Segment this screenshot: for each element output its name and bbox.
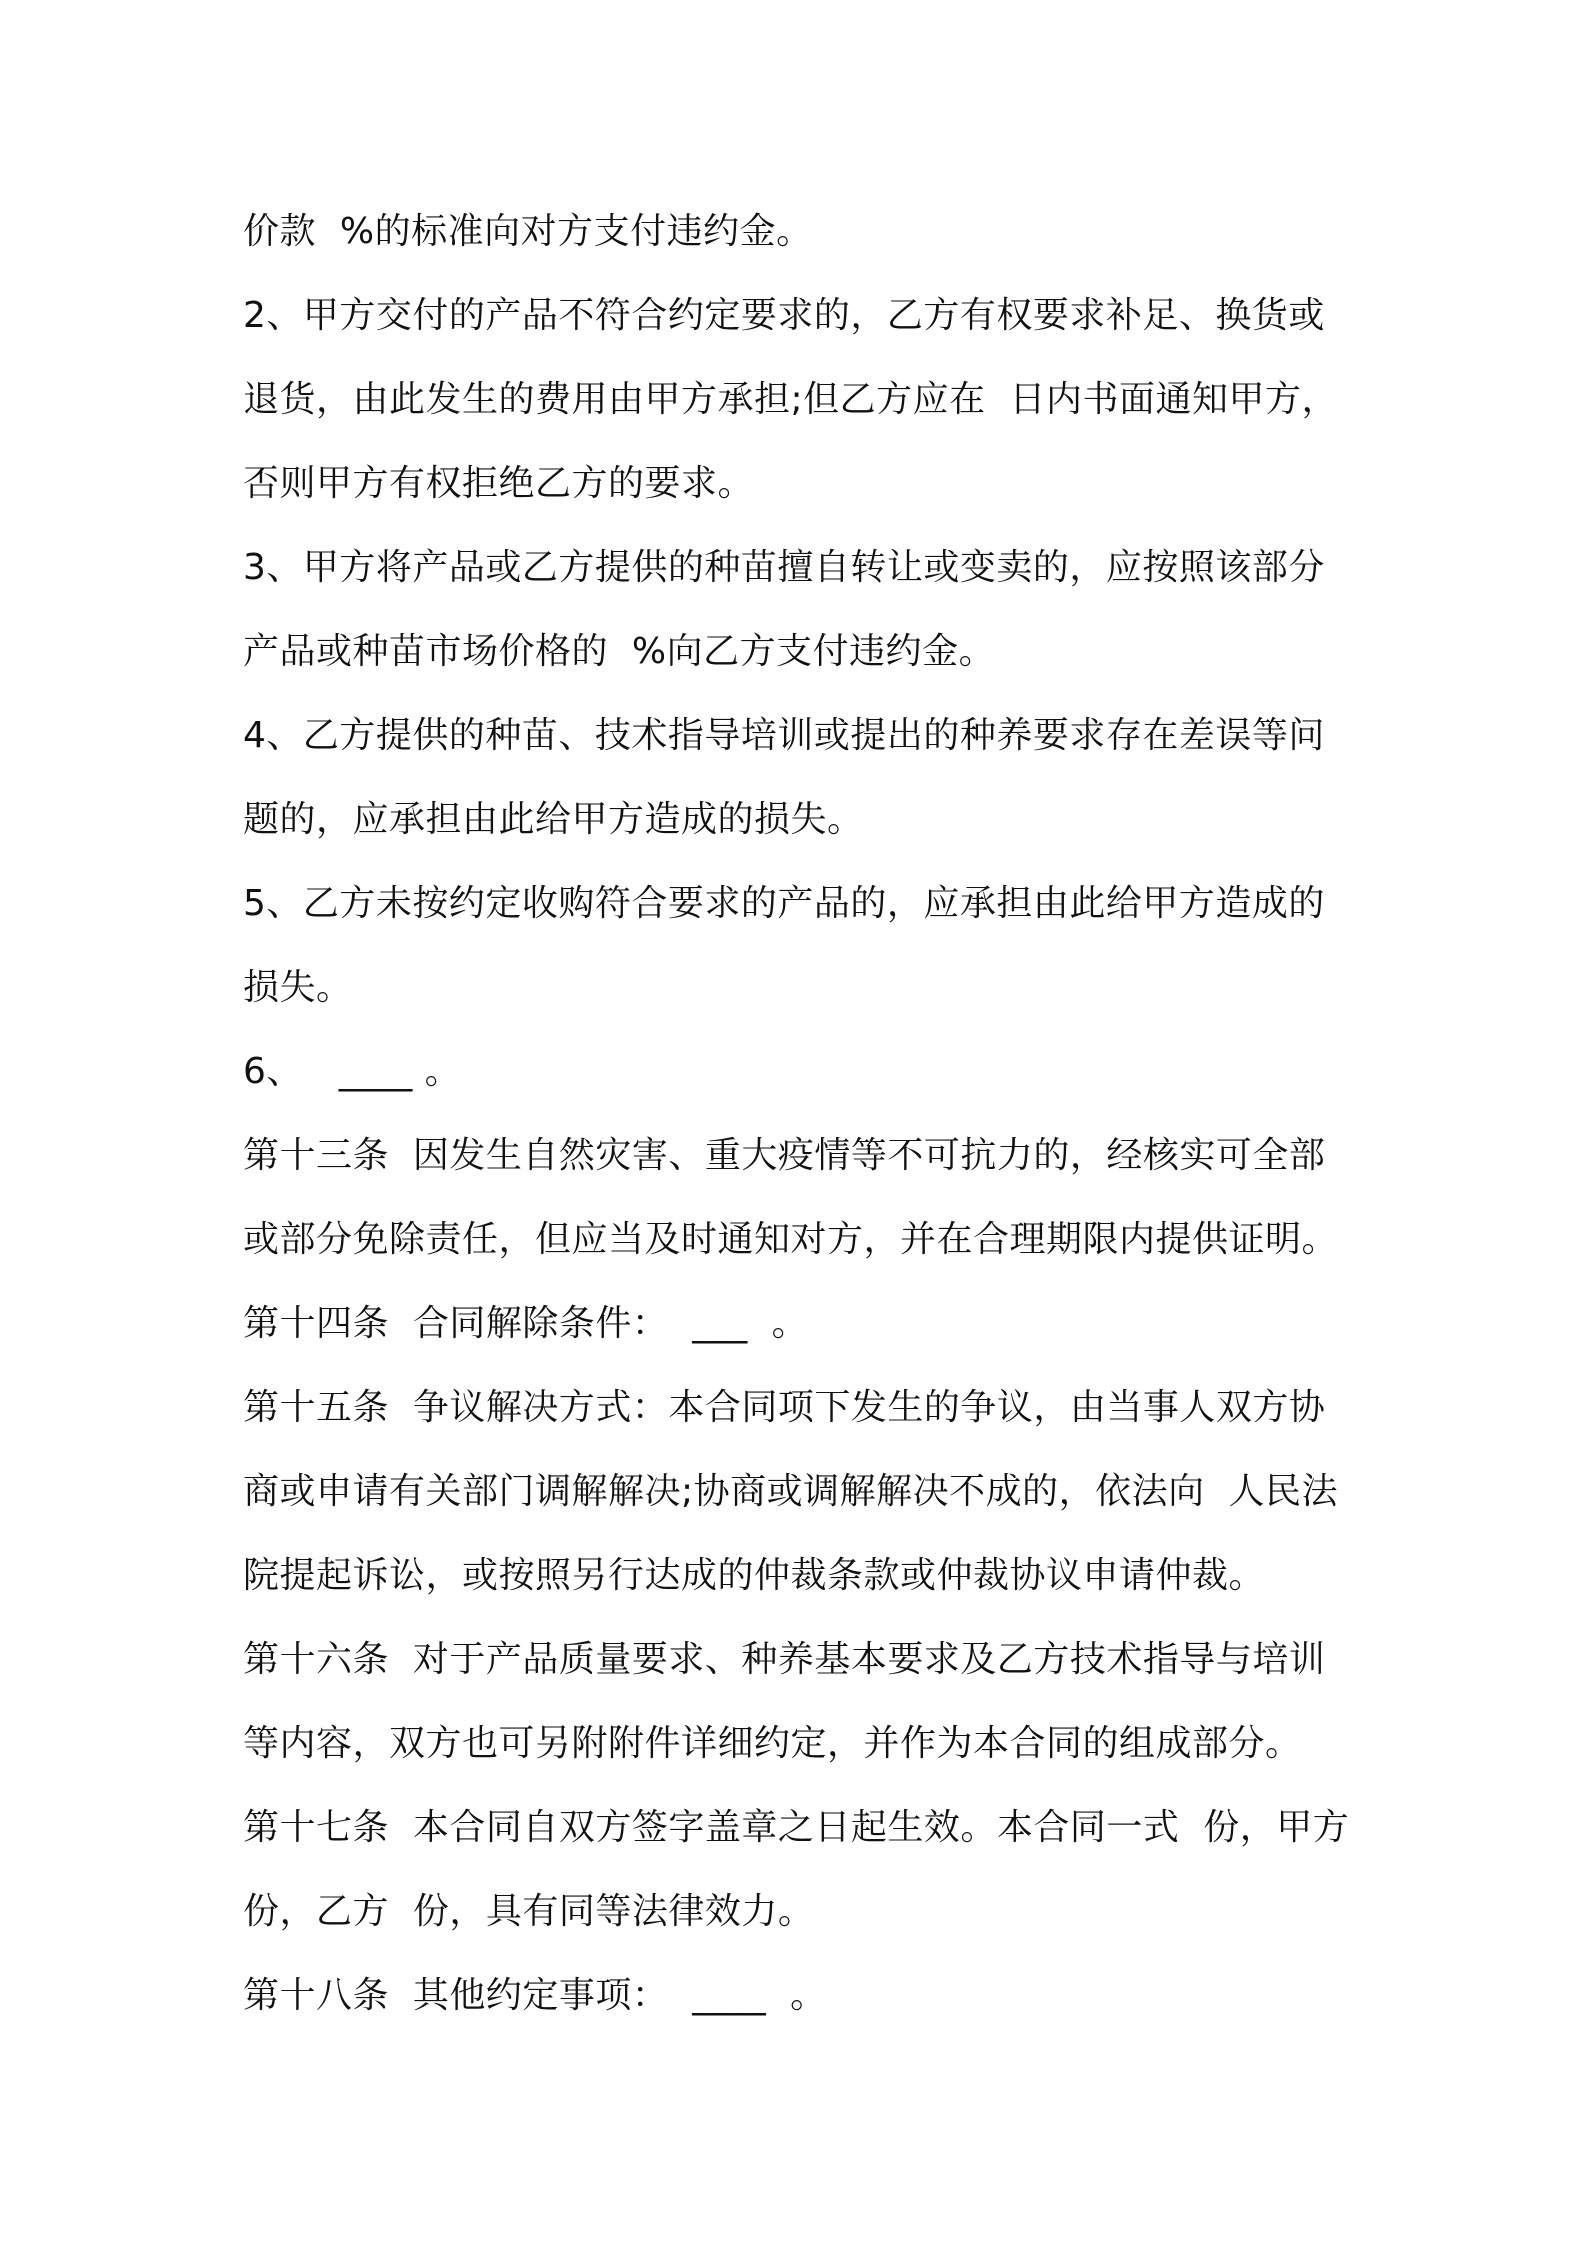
text-line: 商或申请有关部门调解解决;协商或调解解决不成的，依法向 人民法: [243, 1471, 1339, 1512]
text-line: 价款 %的标准向对方支付违约金。: [243, 211, 813, 252]
text-line: 第十八条 其他约定事项： ____ 。: [243, 1975, 827, 2016]
text-line: 否则甲方有权拒绝乙方的要求。: [243, 463, 755, 504]
text-line: 第十五条 争议解决方式：本合同项下发生的争议，由当事人双方协: [243, 1387, 1326, 1428]
text-line: 第十四条 合同解除条件： ___ 。: [243, 1303, 809, 1344]
text-line: 第十七条 本合同自双方签字盖章之日起生效。本合同一式 份，甲方: [243, 1807, 1350, 1848]
text-line: 院提起诉讼，或按照另行达成的仲裁条款或仲裁协议申请仲裁。: [243, 1555, 1266, 1596]
text-line: 题的，应承担由此给甲方造成的损失。: [243, 799, 864, 840]
text-line: 6、 ____ 。: [243, 1051, 462, 1092]
text-line: 第十六条 对于产品质量要求、种养基本要求及乙方技术指导与培训: [243, 1639, 1326, 1680]
text-line: 份，乙方 份，具有同等法律效力。: [243, 1891, 815, 1932]
text-line: 或部分免除责任，但应当及时通知对方，并在合理期限内提供证明。: [243, 1219, 1339, 1260]
text-line: 2、甲方交付的产品不符合约定要求的，乙方有权要求补足、换货或: [243, 295, 1325, 336]
text-line: 3、甲方将产品或乙方提供的种苗擅自转让或变卖的，应按照该部分: [243, 547, 1325, 588]
text-line: 产品或种苗市场价格的 %向乙方支付违约金。: [243, 631, 996, 672]
document-body: [243, 190, 1363, 2038]
text-line: 退货，由此发生的费用由甲方承担;但乙方应在 日内书面通知甲方，: [243, 379, 1339, 420]
text-line: 4、乙方提供的种苗、技术指导培训或提出的种养要求存在差误等问: [243, 715, 1325, 756]
text-line: 损失。: [243, 967, 353, 1008]
text-line: 第十三条 因发生自然灾害、重大疫情等不可抗力的，经核实可全部: [243, 1135, 1326, 1176]
text-line: 等内容，双方也可另附附件详细约定，并作为本合同的组成部分。: [243, 1723, 1302, 1764]
text-line: 5、乙方未按约定收购符合要求的产品的，应承担由此给甲方造成的: [243, 883, 1325, 924]
